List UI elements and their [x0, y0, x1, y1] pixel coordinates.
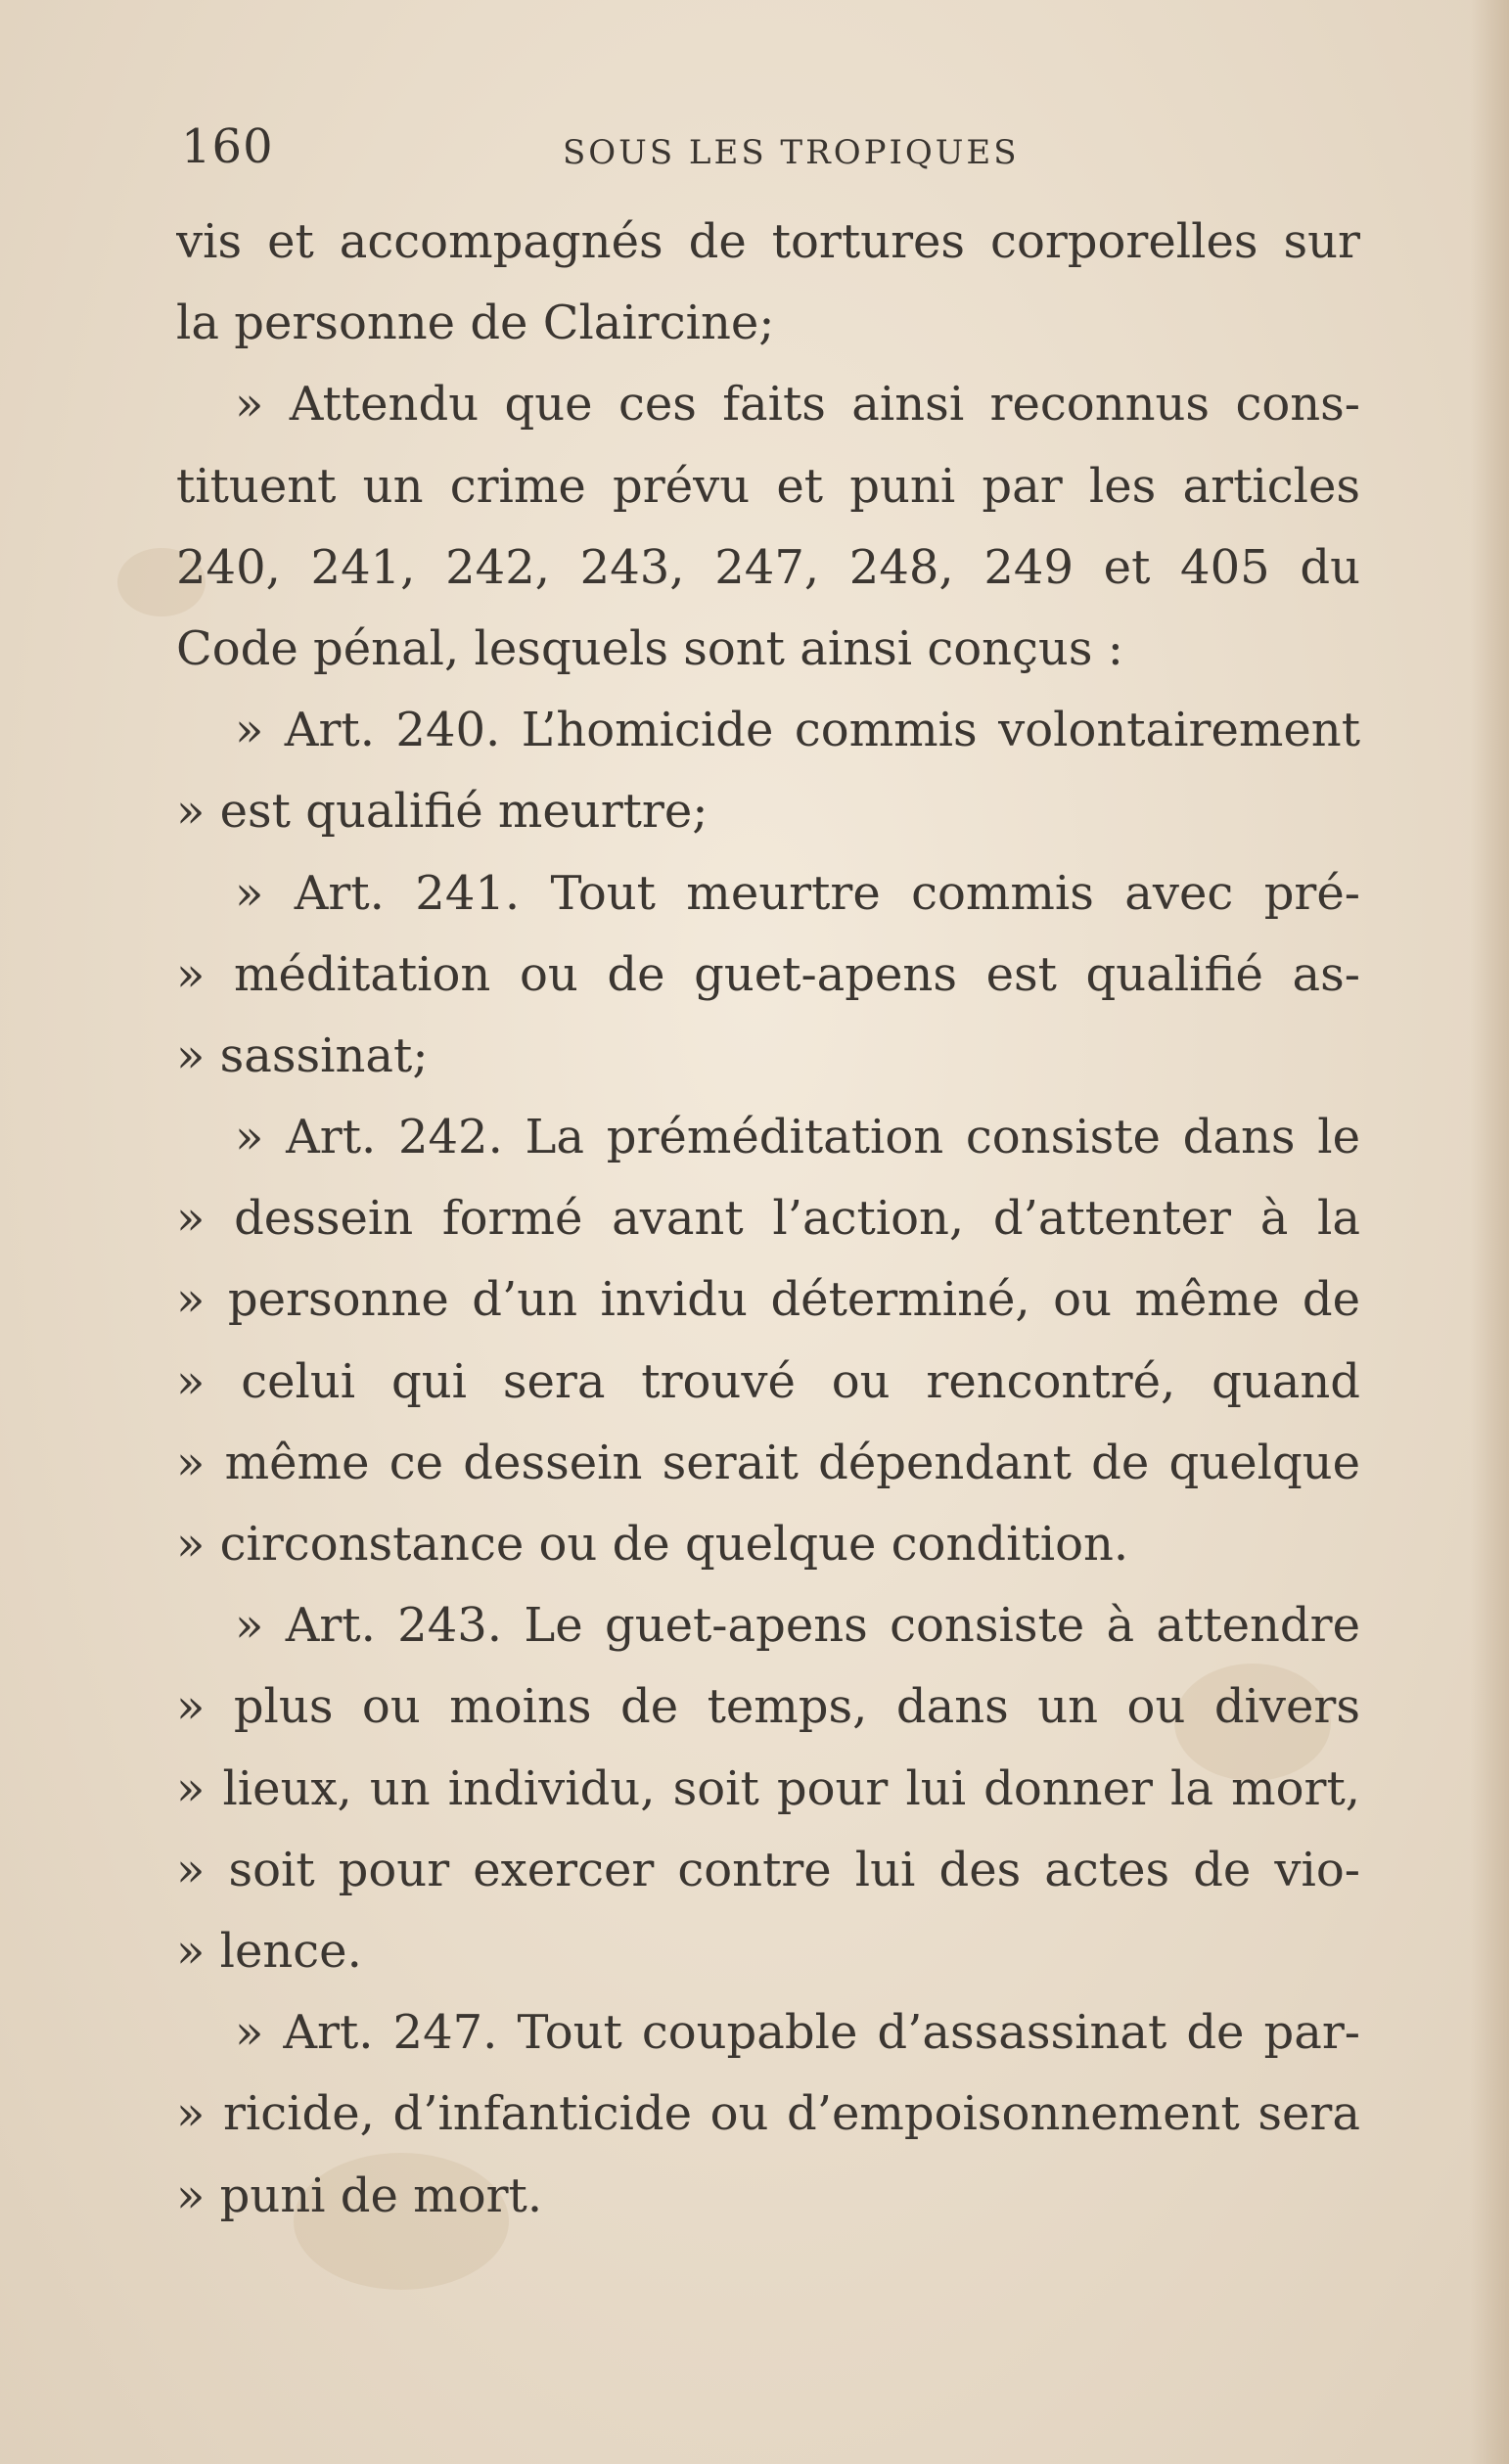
text-line: » Art. 243. Le guet-apens consiste à attendre	[235, 1598, 1360, 1654]
text-line: vis et accompagnés de tortures corporelles sur	[176, 214, 1360, 269]
text-line: 240, 241, 242, 243, 247, 248, 249 et 405 du	[176, 539, 1360, 595]
text-line: » circonstance ou de quelque condition.	[176, 1517, 1129, 1572]
body-text	[176, 202, 1360, 2237]
page-header	[181, 119, 1355, 188]
text-line: » celui qui sera trouvé ou rencontré, quand	[176, 1353, 1360, 1409]
text-line: » dessein formé avant l’action, d’attenter à la	[176, 1191, 1360, 1247]
text-line: » plus ou moins de temps, dans un ou divers	[176, 1679, 1360, 1735]
text-line: » personne d’un invidu déterminé, ou même de	[176, 1272, 1360, 1328]
text-line: tituent un crime prévu et puni par les articles	[176, 458, 1360, 514]
page-edge-shadow	[1470, 0, 1509, 2464]
text-line: » Art. 242. La préméditation consiste dans le	[235, 1110, 1360, 1165]
text-line: » même ce dessein serait dépendant de quelque	[176, 1435, 1360, 1490]
text-line: » lence.	[176, 1923, 362, 1979]
text-line: » lieux, un individu, soit pour lui donner la mort,	[176, 1760, 1360, 1816]
page-number: 160	[181, 119, 274, 174]
text-line: » Attendu que ces faits ainsi reconnus cons-	[235, 377, 1360, 433]
text-line: » méditation ou de guet-apens est qualifié as-	[176, 946, 1360, 1002]
running-title: SOUS LES TROPIQUES	[563, 133, 1020, 172]
text-line: » Art. 247. Tout coupable d’assassinat de par-	[235, 2005, 1360, 2061]
text-line: » soit pour exercer contre lui des actes de vio-	[176, 1842, 1360, 1897]
text-line: » est qualifié meurtre;	[176, 784, 709, 840]
text-line: Code pénal, lesquels sont ainsi conçus :	[176, 620, 1123, 676]
text-line: » puni de mort.	[176, 2167, 543, 2223]
text-line: » Art. 241. Tout meurtre commis avec pré-	[235, 865, 1360, 921]
text-line: » sassinat;	[176, 1027, 429, 1083]
text-line: » Art. 240. L’homicide commis volontairement	[235, 703, 1360, 758]
text-line: la personne de Claircine;	[176, 296, 775, 351]
text-line: » ricide, d’infanticide ou d’empoisonnement sera	[176, 2086, 1360, 2142]
